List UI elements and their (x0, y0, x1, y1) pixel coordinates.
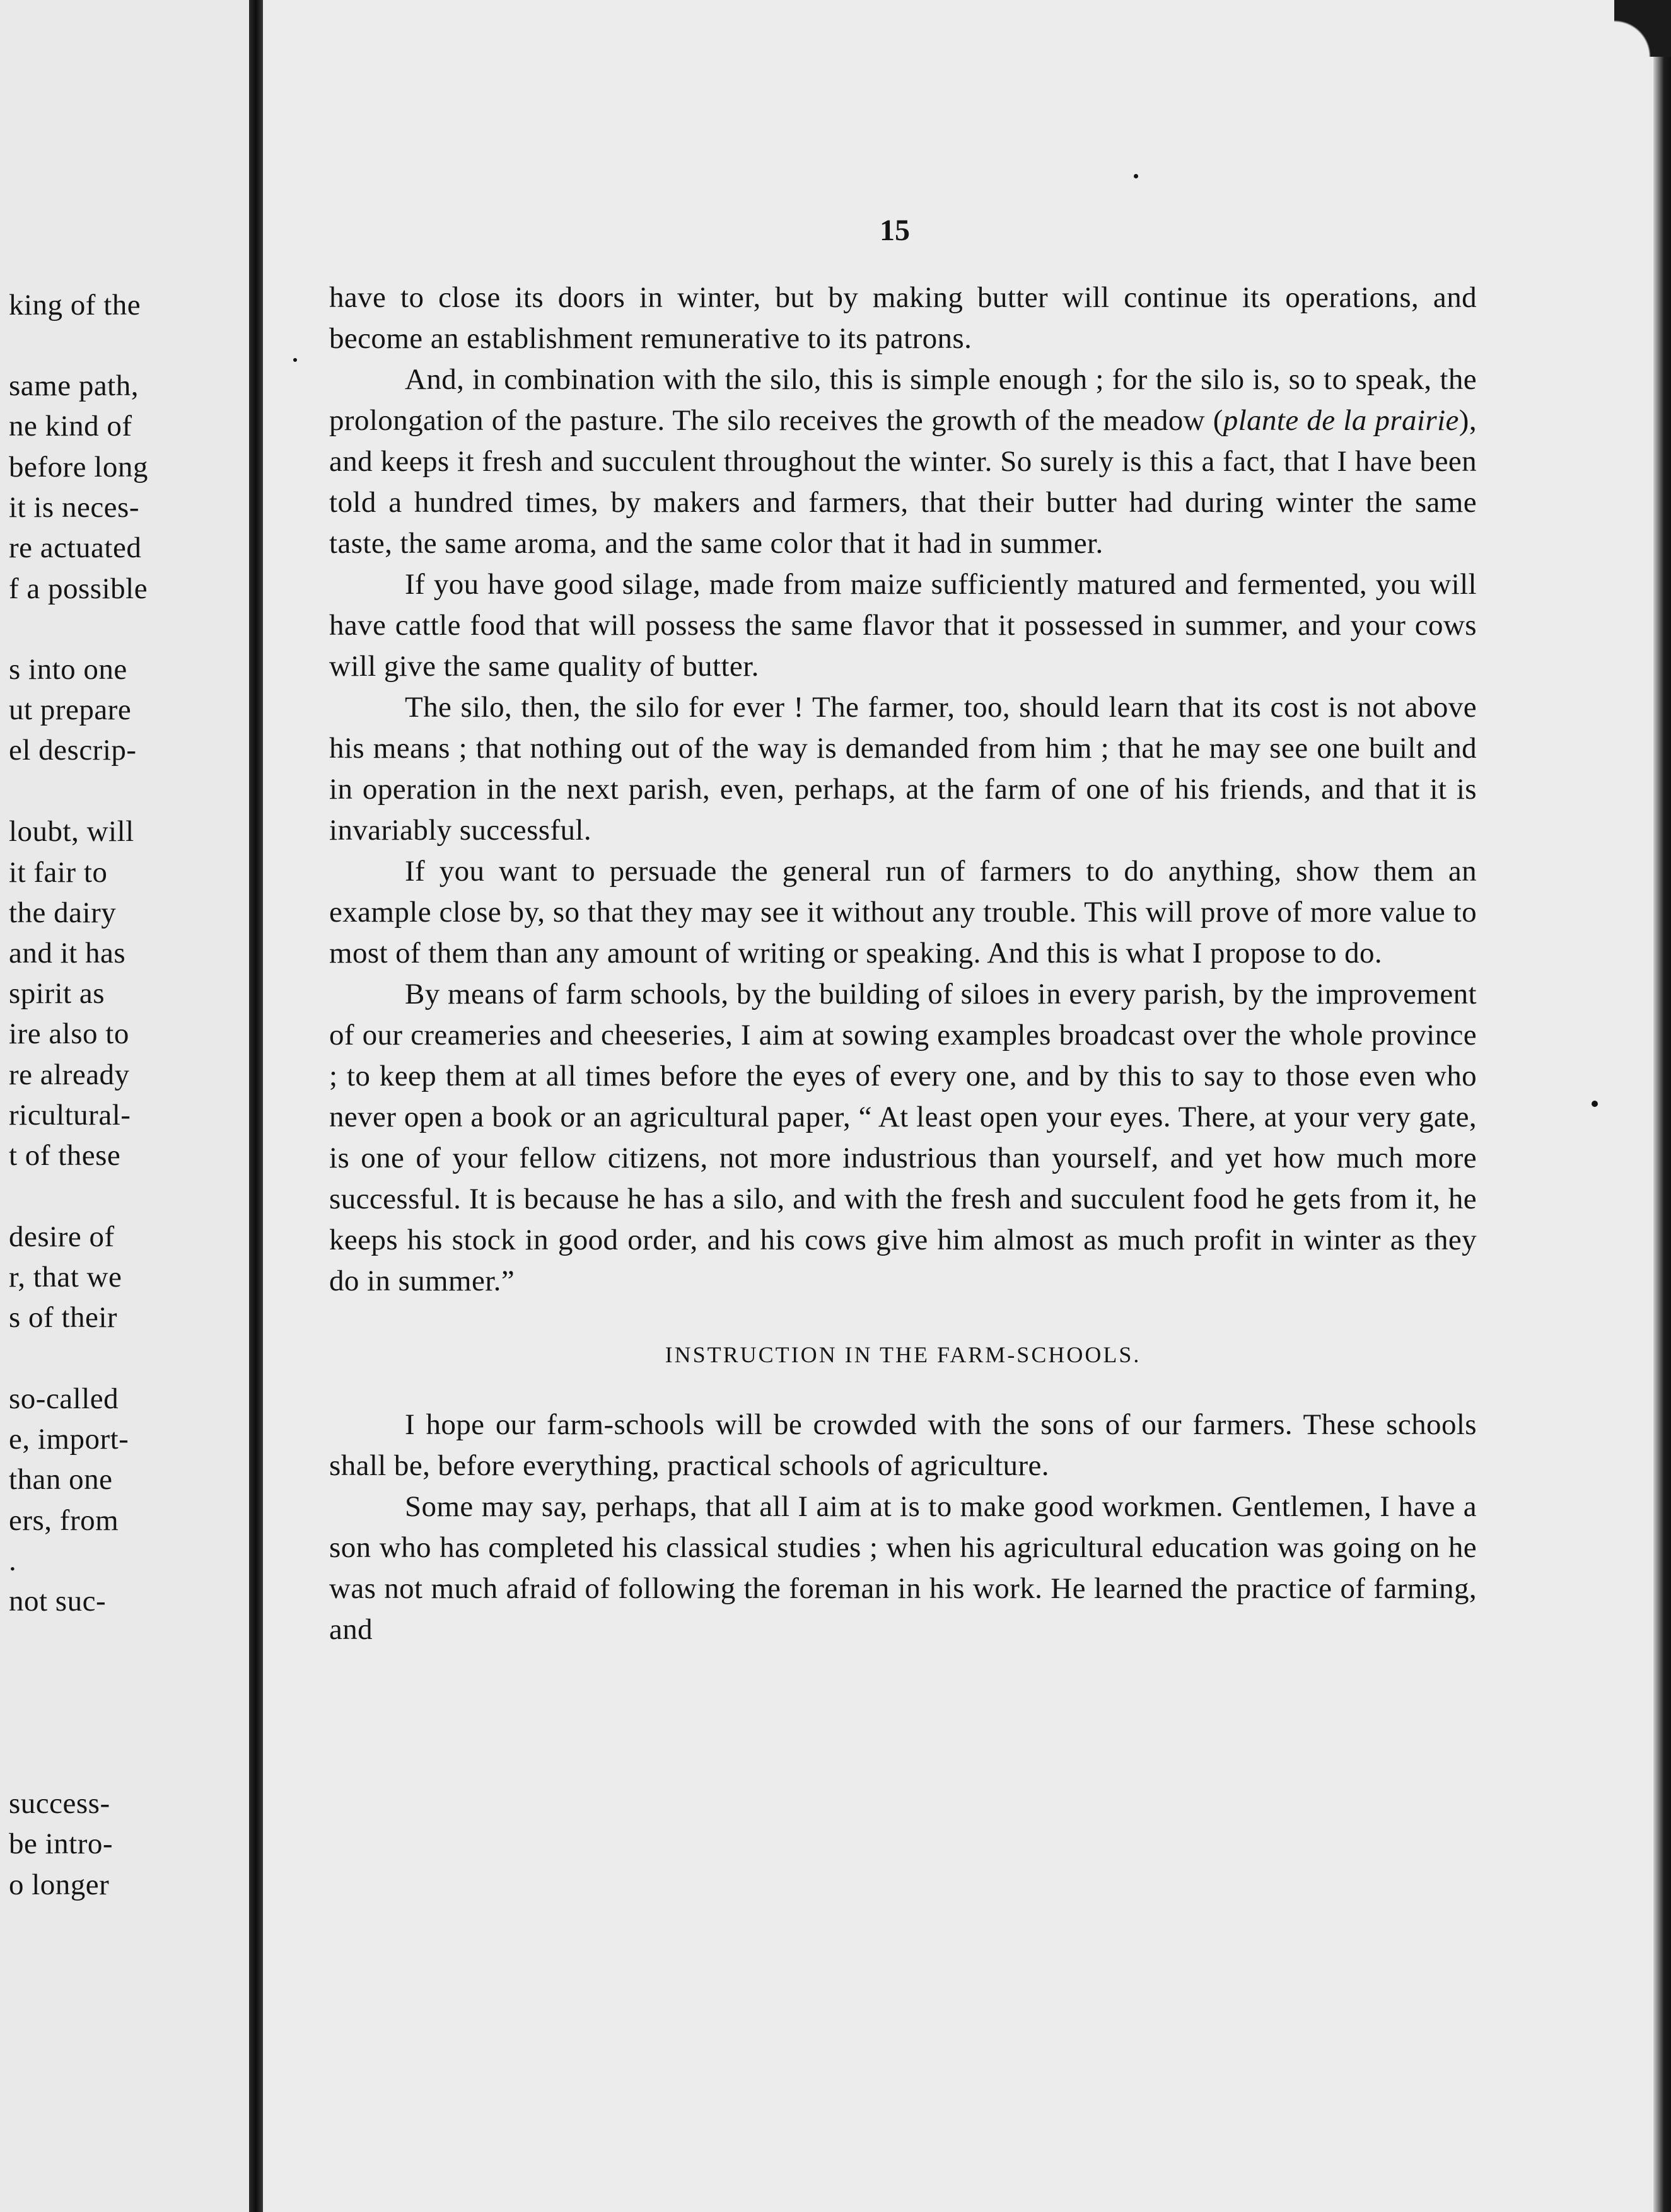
left-page-line: spirit as (9, 977, 105, 1010)
page-body (329, 277, 1477, 1650)
print-speck (1592, 1101, 1598, 1107)
paragraph: By means of farm schools, by the building of siloes in every parish, by the improvement of our creameries and cheeseries, I aim at sowing examples broadcast over the whole province ; to keep them at all times before the eyes of every one, and by this to say to those even who never open a book or an agricultural paper, “ At least open your eyes. There, at your very gate, is one of your fellow citizens, not more industrious than yourself, and yet how much more successful. It is because he has a silo, and with the fresh and succulent food he gets from it, he keeps his stock in good order, and his cows give him almost as much profit in winter as they do in summer.” (329, 978, 1477, 1297)
paragraph: have to close its doors in winter, but by making butter will continue its operations, and become an establishment remunerative to its patrons. (329, 281, 1477, 355)
left-page-line: not suc- (9, 1585, 107, 1618)
page-edge (1653, 0, 1671, 2212)
book-gutter (249, 0, 263, 2212)
left-page-line: success- (9, 1787, 110, 1820)
left-page-line: f a possible (9, 572, 148, 605)
left-page-line: ut prepare (9, 693, 132, 726)
italic-phrase: plante de la prairie (1223, 404, 1459, 437)
paragraph: And, in combination with the silo, this is simple enough ; for the silo is, so to speak, the prolongation of the pasture. The silo receives the growth of the meadow (plante de la prairie), and keeps it fresh and succulent throughout the winter. So surely is this a fact, that I have been told a hundred times, by makers and farmers, that their butter had during winter the same taste, the same aroma, and the same color that it had in summer. (329, 363, 1477, 560)
left-page-line: same path, (9, 369, 139, 402)
left-page-line: than one (9, 1463, 113, 1496)
left-page-line: be intro- (9, 1827, 114, 1860)
paragraph: I hope our farm-schools will be crowded with the sons of our farmers. These schools shall be, before everything, practical schools of agriculture. (329, 1408, 1477, 1482)
paragraphs-before-heading (329, 277, 1477, 1302)
page-corner (1614, 0, 1671, 57)
left-page-line: ire also to (9, 1017, 129, 1050)
left-facing-page (0, 0, 249, 2212)
left-page-line: desire of (9, 1220, 115, 1253)
paragraph: The silo, then, the silo for ever ! The farmer, too, should learn that its cost is not above his means ; that nothing out of the way is demanded from him ; that he may see one built and in operation in the next parish, even, perhaps, at the farm of one of his friends, and that it is invariably successful. (329, 691, 1477, 847)
left-page-line: s of their (9, 1301, 118, 1334)
left-page-line: el descrip- (9, 734, 137, 767)
left-page-line: t of these (9, 1139, 121, 1172)
left-page-line: re already (9, 1058, 130, 1091)
left-page-line: it fair to (9, 856, 108, 889)
left-page-line: loubt, will (9, 815, 134, 848)
paragraph: If you want to persuade the general run of farmers to do anything, show them an example close by, so that they may see it without any trouble. This will prove of more value to most of them than any amount of writing or speaking. And this is what I propose to do. (329, 855, 1477, 970)
left-page-line: it is neces- (9, 491, 139, 524)
section-heading: INSTRUCTION IN THE FARM-SCHOOLS. (665, 1342, 1141, 1367)
left-page-line: so-called (9, 1382, 119, 1415)
paragraph: Some may say, perhaps, that all I aim at is to make good workmen. Gentlemen, I have a son who has completed his classical studies ; when his agricultural education was going on he was not much afraid of following the foreman in his work. He learned the practice of farming, and (329, 1490, 1477, 1646)
left-page-line: and it has (9, 937, 126, 970)
print-speck (293, 358, 297, 362)
left-page-line: ne kind of (9, 410, 132, 443)
left-page-line: ricultural- (9, 1099, 131, 1132)
left-page-line: king of the (9, 289, 141, 321)
left-page-line: . (9, 1544, 17, 1577)
paragraphs-after-heading (329, 1404, 1477, 1650)
left-page-line: before long (9, 451, 148, 484)
left-page-line: ers, from (9, 1504, 119, 1537)
left-page-line: s into one (9, 653, 127, 686)
paragraph: If you have good silage, made from maize sufficiently matured and fermented, you will have cattle food that will possess the same flavor that it possessed in summer, and your cows will give the same quality of butter. (329, 568, 1477, 683)
left-page-line: the dairy (9, 896, 117, 929)
left-page-line: re actuated (9, 531, 142, 564)
left-page-line: o longer (9, 1868, 110, 1901)
left-page-line: r, that we (9, 1261, 122, 1294)
page-number: 15 (880, 214, 910, 247)
left-page-line: e, import- (9, 1423, 129, 1456)
print-speck (1134, 174, 1138, 178)
